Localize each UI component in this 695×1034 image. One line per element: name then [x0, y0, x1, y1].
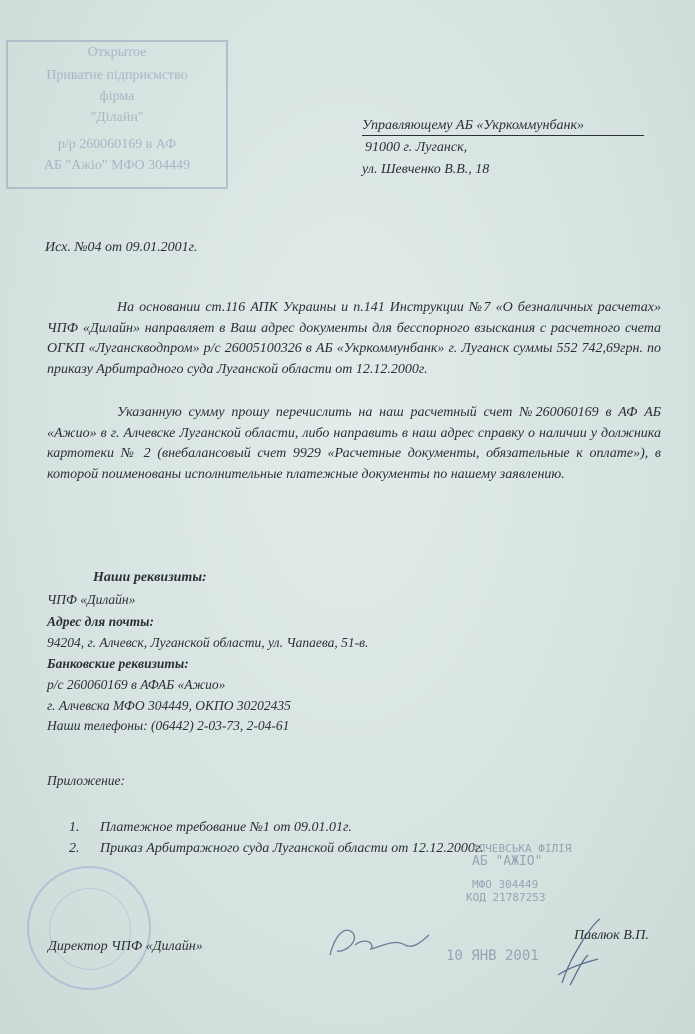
- attachment-number: 1.: [69, 820, 80, 835]
- attachments-heading: Приложение:: [47, 773, 126, 788]
- corner-stamp: [6, 40, 228, 189]
- corner-stamp-line: р/р 260060169 в АФ: [57, 137, 177, 152]
- phone-numbers: Наши телефоны: (06442) 2-03-73, 2-04-61: [47, 718, 290, 733]
- company-name: ЧПФ «Дилайн»: [47, 592, 136, 607]
- corner-stamp-line: "Ділайн": [90, 110, 144, 125]
- address-label: Адрес для почты:: [47, 614, 154, 629]
- corner-stamp-line: Открытое: [87, 45, 147, 60]
- bank-city: г. Алчевска МФО 304449, ОКПО 30202435: [47, 698, 291, 713]
- outgoing-reference: Исх. №04 от 09.01.2001г.: [45, 240, 198, 255]
- attachment-item: Приказ Арбитражного суда Луганской области от 12.12.2000г.: [100, 841, 484, 856]
- addressee-city: 91000 г. Луганск,: [365, 140, 468, 155]
- bank-stamp-line: КОД 21787253: [466, 891, 546, 904]
- signatory-position: Директор ЧПФ «Дилайн»: [48, 939, 203, 954]
- corner-stamp-line: АБ "Ажіо" МФО 304449: [43, 158, 191, 173]
- body-paragraph-1: [47, 298, 661, 380]
- corner-stamp-line: Приватне підприємство: [46, 68, 188, 83]
- bank-stamp-line: МФО 304449: [472, 878, 539, 891]
- addressee-street: ул. Шевченко В.В., 18: [362, 162, 490, 177]
- bank-receipt-stamp: [466, 842, 622, 904]
- corner-stamp-line: фірма: [99, 89, 135, 104]
- attachment-number: 2.: [69, 841, 80, 856]
- seal-inner-ring: [49, 888, 131, 970]
- bank-label: Банковские реквизиты:: [47, 656, 189, 671]
- requisites-heading: Наши реквизиты:: [93, 570, 207, 585]
- postal-address: 94204, г. Алчевск, Луганской области, ул. Чапаева, 51-в.: [47, 635, 369, 650]
- bank-stamp-line: АБ "АЖІО": [472, 854, 543, 869]
- attachment-item: Платежное требование №1 от 09.01.01г.: [100, 820, 352, 835]
- body-paragraph-2: [47, 403, 661, 485]
- body-paragraph-1-text: На основании ст.116 АПК Украины и п.141 Инструкции №7 «О безналичных расчетах» ЧПФ «Дилайн» направляет в Ваш адрес документы для бесспорного взыскания с расчетного счета ОГКП «Луганскводпром» р/с 26005100326 в АБ «Укркоммунбанк» г. Луганск суммы 552 742,69грн. по приказу Арбитрадного суда Луганской области от 12.12.2000г.: [47, 300, 661, 377]
- signatory-name: Павлюк В.П.: [574, 928, 649, 943]
- bank-stamp-line: АЛЧЕВСЬКА ФІЛІЯ: [472, 842, 572, 855]
- director-signature: [325, 915, 435, 965]
- company-round-seal: [27, 866, 151, 990]
- second-signature: [550, 915, 610, 990]
- addressee-title: Управляющему АБ «Укркоммунбанк»: [362, 118, 644, 136]
- body-paragraph-2-text: Указанную сумму прошу перечислить на наш расчетный счет №260060169 в АФ АБ «Ажио» в г. Алчевске Луганской области, либо направить в наш адрес справку о наличии у должника картотеки № 2 (внебалансовый счет 9929 «Расчетные документы, обязательные к оплате»), в которой поименованы исполнительные платежные документы по нашему заявлению.: [47, 405, 661, 482]
- bank-account: р/с 260060169 в АФАБ «Ажио»: [47, 677, 226, 692]
- bank-stamp-date: 10 ЯНВ 2001: [446, 948, 539, 964]
